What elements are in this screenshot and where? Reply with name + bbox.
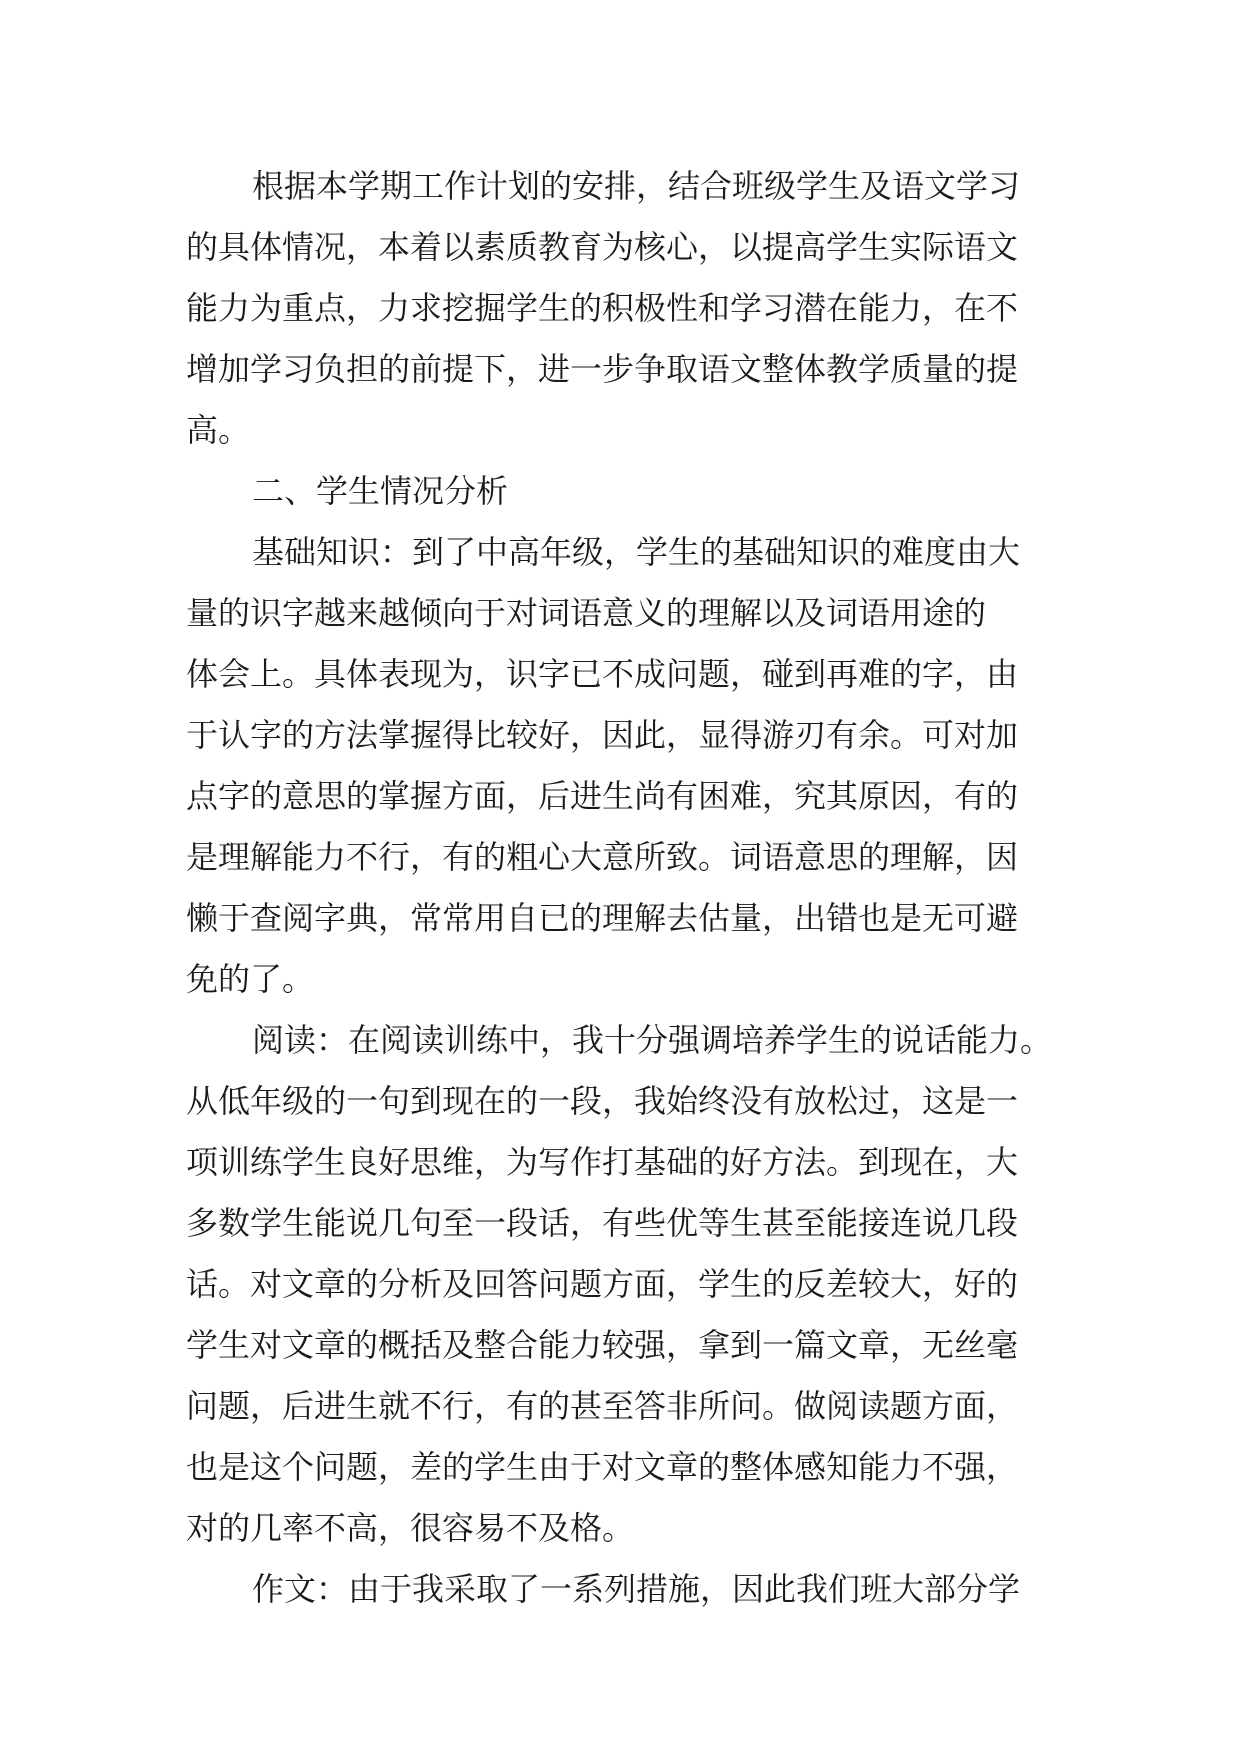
paragraph-line: 增加学习负担的前提下，进一步争取语文整体教学质量的提 <box>186 350 1019 388</box>
paragraph-line: 根据本学期工作计划的安排，结合班级学生及语文学习 <box>252 167 1021 205</box>
paragraph-line: 学生对文章的概括及整合能力较强，拿到一篇文章，无丝毫 <box>186 1326 1019 1364</box>
paragraph-line: 话。对文章的分析及回答问题方面，学生的反差较大，好的 <box>186 1265 1019 1303</box>
paragraph-line: 体会上。具体表现为，识字已不成问题，碰到再难的字，由 <box>186 655 1019 693</box>
paragraph-line: 能力为重点，力求挖掘学生的积极性和学习潜在能力，在不 <box>186 289 1019 327</box>
paragraph-line: 量的识字越来越倾向于对词语意义的理解以及词语用途的 <box>186 594 987 632</box>
paragraph-line: 于认字的方法掌握得比较好，因此，显得游刃有余。可对加 <box>186 716 1019 754</box>
section-heading: 二、学生情况分析 <box>252 472 509 510</box>
paragraph-line: 的具体情况，本着以素质教育为核心，以提高学生实际语文 <box>186 228 1019 266</box>
paragraph-line: 高。 <box>186 411 251 449</box>
paragraph-line: 免的了。 <box>186 960 315 998</box>
paragraph-line: 对的几率不高，很容易不及格。 <box>186 1509 635 1547</box>
paragraph-line: 懒于查阅字典，常常用自已的理解去估量，出错也是无可避 <box>186 899 1019 937</box>
paragraph-line: 基础知识：到了中高年级，学生的基础知识的难度由大 <box>252 533 1021 571</box>
paragraph-line: 也是这个问题，差的学生由于对文章的整体感知能力不强， <box>186 1448 1019 1486</box>
paragraph-line: 阅读：在阅读训练中，我十分强调培养学生的说话能力。 <box>252 1021 1053 1059</box>
paragraph-line: 问题，后进生就不行，有的甚至答非所问。做阅读题方面， <box>186 1387 1019 1425</box>
paragraph-line: 点字的意思的掌握方面，后进生尚有困难，究其原因，有的 <box>186 777 1019 815</box>
paragraph-line: 作文：由于我采取了一系列措施，因此我们班大部分学 <box>252 1570 1021 1608</box>
paragraph-line: 项训练学生良好思维，为写作打基础的好方法。到现在，大 <box>186 1143 1019 1181</box>
paragraph-line: 从低年级的一句到现在的一段，我始终没有放松过，这是一 <box>186 1082 1019 1120</box>
paragraph-line: 多数学生能说几句至一段话，有些优等生甚至能接连说几段 <box>186 1204 1019 1242</box>
paragraph-line: 是理解能力不行，有的粗心大意所致。词语意思的理解，因 <box>186 838 1019 876</box>
